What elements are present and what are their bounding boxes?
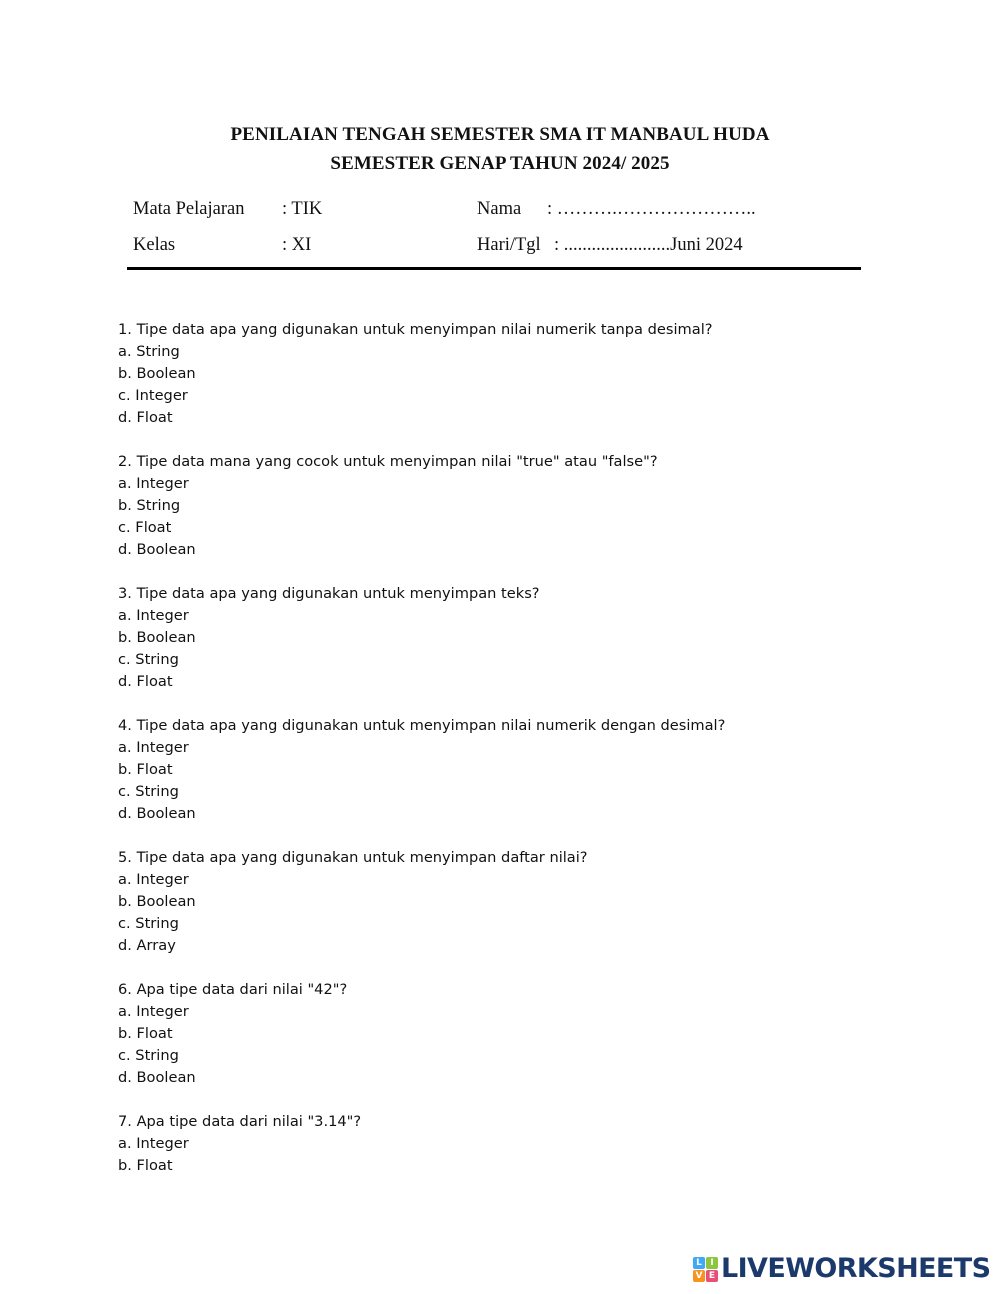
date-value: : .......................Juni 2024 [554, 235, 743, 255]
answer-option[interactable]: a. Integer [118, 607, 189, 624]
header-divider [127, 267, 861, 270]
answer-option[interactable]: d. Boolean [118, 541, 196, 558]
name-label: Nama [477, 199, 522, 219]
answer-option[interactable]: b. Float [118, 761, 173, 778]
answer-option[interactable]: b. String [118, 497, 181, 514]
answer-option[interactable]: a. Integer [118, 475, 189, 492]
answer-option[interactable]: c. String [118, 651, 179, 668]
answer-option[interactable]: c. String [118, 1047, 179, 1064]
exam-subtitle: SEMESTER GENAP TAHUN 2024/ 2025 [330, 153, 670, 174]
question-item [118, 451, 978, 561]
answer-option[interactable]: b. Boolean [118, 893, 196, 910]
answer-option[interactable]: a. Integer [118, 1135, 189, 1152]
question-text: 5. Tipe data apa yang digunakan untuk menyimpan daftar nilai? [118, 849, 588, 866]
answer-option[interactable]: d. Float [118, 673, 173, 690]
brand-name: LIVEWORKSHEETS [721, 1253, 991, 1284]
question-list [118, 319, 978, 1199]
question-text: 7. Apa tipe data dari nilai "3.14"? [118, 1113, 362, 1130]
class-value: : XI [282, 235, 312, 255]
question-item [118, 1111, 978, 1177]
subject-value: : TIK [282, 199, 323, 219]
answer-option[interactable]: b. Float [118, 1157, 173, 1174]
answer-option[interactable]: a. Integer [118, 1003, 189, 1020]
answer-option[interactable]: b. Boolean [118, 365, 196, 382]
logo-letter: E [706, 1270, 718, 1282]
answer-option[interactable]: c. Float [118, 519, 172, 536]
answer-option[interactable]: b. Boolean [118, 629, 196, 646]
logo-mark-icon [693, 1257, 718, 1282]
answer-option[interactable]: d. Float [118, 409, 173, 426]
liveworksheets-logo [693, 1254, 990, 1284]
question-item [118, 979, 978, 1089]
name-value: : ……….………………….. [547, 199, 756, 219]
exam-title: PENILAIAN TENGAH SEMESTER SMA IT MANBAUL HUDA [230, 124, 770, 145]
logo-letter: V [693, 1270, 705, 1282]
answer-option[interactable]: c. String [118, 783, 179, 800]
logo-letter: L [693, 1257, 705, 1269]
question-text: 3. Tipe data apa yang digunakan untuk menyimpan teks? [118, 585, 540, 602]
answer-option[interactable]: a. String [118, 343, 180, 360]
answer-option[interactable]: c. Integer [118, 387, 188, 404]
logo-letter: I [706, 1257, 718, 1269]
answer-option[interactable]: a. Integer [118, 871, 189, 888]
question-item [118, 319, 978, 429]
question-text: 1. Tipe data apa yang digunakan untuk menyimpan nilai numerik tanpa desimal? [118, 321, 713, 338]
subject-label: Mata Pelajaran [133, 199, 245, 219]
answer-option[interactable]: d. Boolean [118, 805, 196, 822]
question-item [118, 583, 978, 693]
question-text: 4. Tipe data apa yang digunakan untuk menyimpan nilai numerik dengan desimal? [118, 717, 726, 734]
answer-option[interactable]: d. Array [118, 937, 176, 954]
question-text: 2. Tipe data mana yang cocok untuk menyimpan nilai "true" atau "false"? [118, 453, 658, 470]
date-label: Hari/Tgl [477, 235, 541, 255]
answer-option[interactable]: a. Integer [118, 739, 189, 756]
question-item [118, 847, 978, 957]
question-item [118, 715, 978, 825]
class-label: Kelas [133, 235, 176, 255]
question-text: 6. Apa tipe data dari nilai "42"? [118, 981, 348, 998]
answer-option[interactable]: b. Float [118, 1025, 173, 1042]
answer-option[interactable]: d. Boolean [118, 1069, 196, 1086]
answer-option[interactable]: c. String [118, 915, 179, 932]
